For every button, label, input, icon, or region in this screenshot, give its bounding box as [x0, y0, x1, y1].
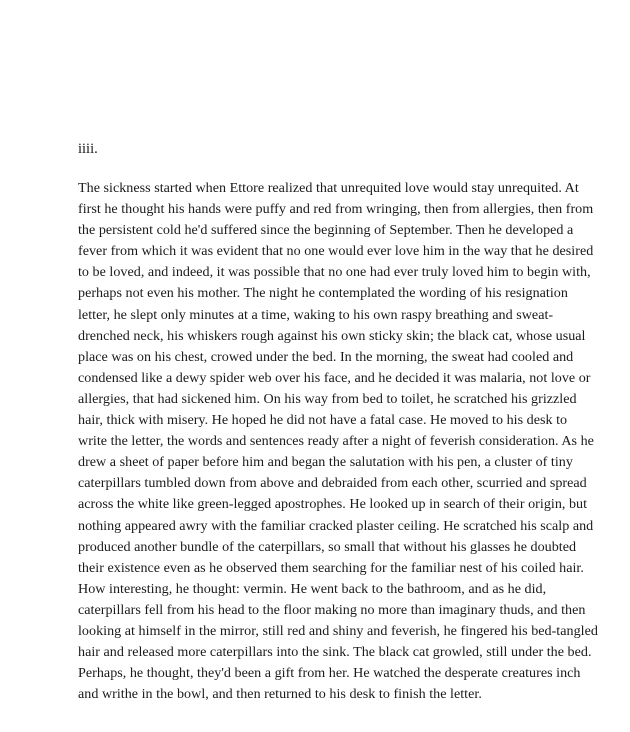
- story-paragraph: The sickness started when Ettore realized that unrequited love would stay unrequited. At first he thought his hands were puffy and red from wringing, then from allergies, then from the persistent cold he'd suffered since the beginning of September. Then he developed a fever from which it was evident that no one would ever love him in the way that he desired to be loved, and indeed, it was possible that no one had ever truly loved him to begin with, perhaps not even his mother. The night he contemplated the wording of his resignation letter, he slept only minutes at a time, waking to his own raspy breathing and sweat-drenched neck, his whiskers rough against his own sticky skin; the black cat, whose usual place was on his chest, crowed under the bed. In the morning, the sweat had cooled and condensed like a dewy spider web over his face, and he decided it was malaria, not love or allergies, that had sickened him. On his way from bed to toilet, he scratched his grizzled hair, thick with misery. He hoped he did not have a fatal case. He moved to his desk to write the letter, the words and sentences ready after a night of feverish consideration. As he drew a sheet of paper before him and began the salutation with his pen, a cluster of tiny caterpillars tumbled down from above and debraided from each other, scurried and spread across the white like green-legged apostrophes. He looked up in search of their origin, but nothing appeared awry with the familiar cracked plaster ceiling. He scratched his scalp and produced another bundle of the caterpillars, so small that without his glasses he doubted their existence even as he observed them searching for the familiar nest of his coiled hair. How interesting, he thought: vermin. He went back to the bathroom, and as he did, caterpillars fell from his head to the floor making no more than imaginary thuds, and then looking at himself in the mirror, still red and shiny and feverish, he fingered his bed-tangled hair and released more caterpillars into the sink. The black cat growled, still under the bed. Perhaps, he thought, they'd been a gift from her. He watched the desperate creatures inch and writhe in the bowl, and then returned to his desk to finish the letter.: [78, 180, 598, 703]
- faded-title-banner: [0, 30, 630, 140]
- section-number: iiii.: [78, 141, 98, 157]
